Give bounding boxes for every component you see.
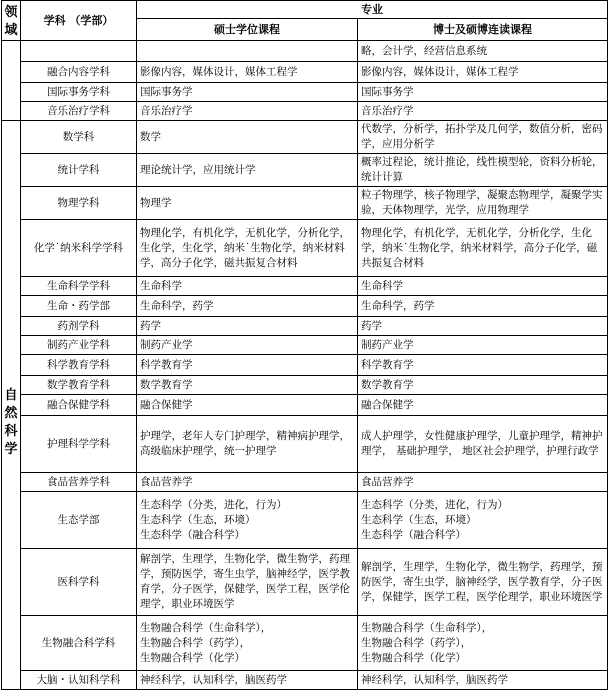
domain-cell [2, 41, 21, 121]
master-courses-cell: 数学教育学 [137, 376, 358, 395]
master-courses-cell: 药学 [137, 317, 358, 336]
table-row [2, 549, 608, 616]
table-row [2, 277, 608, 296]
doctor-courses-cell: 生命科学，药学 [358, 296, 608, 317]
doctor-courses-cell: 物理化学，有机化学，无机化学，分析化学，生化学，纳米˙生物化学，纳米材料学，高分子化学，磁共振复合材料 [358, 220, 608, 277]
master-courses-cell: 影像内容，媒体设计，媒体工程学 [137, 62, 358, 83]
master-courses-cell: 食品营养学 [137, 473, 358, 492]
table-row [2, 296, 608, 317]
subject-cell: 生物融合科学科 [21, 616, 137, 671]
doctor-header: 博士及硕博连读课程 [358, 19, 608, 41]
table-row [2, 121, 608, 154]
master-courses-cell: 科学教育学 [137, 355, 358, 376]
master-courses-cell: 生物融合科学（生命科学）， 生物融合科学（药学）， 生物融合科学（化学） [137, 616, 358, 671]
master-courses-cell: 音乐治疗学 [137, 102, 358, 121]
subject-cell: 护理科学学科 [21, 416, 137, 473]
subject-cell: 统计学科 [21, 154, 137, 187]
table-row [2, 376, 608, 395]
table-row [2, 154, 608, 187]
domain-natural-science: 自然科学 [2, 121, 21, 690]
doctor-courses-cell: 国际事务学 [358, 83, 608, 102]
table-row [2, 473, 608, 492]
doctor-courses-cell: 生命科学 [358, 277, 608, 296]
major-header: 专业 [137, 1, 608, 19]
doctor-courses-cell: 粒子物理学，核子物理学，凝聚态物理学，凝聚学实验，天体物理学，光学，应用物理学 [358, 187, 608, 220]
master-courses-cell: 生命科学 [137, 277, 358, 296]
doctor-courses-cell: 神经科学，认知科学，脑医药学 [358, 671, 608, 690]
master-courses-cell: 生态科学（分类，进化，行为） 生态科学（生态，环境） 生态科学（融合科学） [137, 492, 358, 549]
table-row [2, 187, 608, 220]
table-row [2, 102, 608, 121]
doctor-courses-cell: 影像内容，媒体设计，媒体工程学 [358, 62, 608, 83]
subject-cell: 生命科学学科 [21, 277, 137, 296]
master-courses-cell: 物理化学，有机化学，无机化学，分析化学，生化学，生化学，纳米˙生物化学，纳米材料学，高分子化学，磁共振复合材料 [137, 220, 358, 277]
doctor-courses-cell: 代数学，分析学，拓扑学及几何学，数值分析，密码学，应用分析学 [358, 121, 608, 154]
table-body [2, 41, 608, 690]
subject-cell: 融合保健学科 [21, 395, 137, 416]
table-row [2, 355, 608, 376]
table-row [2, 336, 608, 355]
subject-cell: 科学教育学科 [21, 355, 137, 376]
doctor-courses-cell: 概率过程论，统计推论，线性模型轮，资料分析轮，统计计算 [358, 154, 608, 187]
table-row [2, 317, 608, 336]
table-row [2, 83, 608, 102]
subject-header: 学科 （学部） [21, 1, 137, 41]
subject-cell: 数学教育学科 [21, 376, 137, 395]
curriculum-table [1, 0, 608, 690]
master-header: 硕士学位课程 [137, 19, 358, 41]
subject-cell: 物理学科 [21, 187, 137, 220]
master-courses-cell: 数学 [137, 121, 358, 154]
master-courses-cell: 融合保健学 [137, 395, 358, 416]
subject-cell: 音乐治疗学科 [21, 102, 137, 121]
domain-header: 领域 [2, 1, 21, 41]
doctor-courses-cell: 生物融合科学（生命科学）， 生物融合科学（药学）， 生物融合科学（化学） [358, 616, 608, 671]
subject-cell: 生命・药学部 [21, 296, 137, 317]
table-row [2, 62, 608, 83]
master-courses-cell: 神经科学，认知科学，脑医药学 [137, 671, 358, 690]
subject-cell: 医科学科 [21, 549, 137, 616]
doctor-courses-cell: 生态科学（分类，进化，行为） 生态科学（生态，环境） 生态科学（融合科学） [358, 492, 608, 549]
doctor-courses-cell: 科学教育学 [358, 355, 608, 376]
table-row [2, 395, 608, 416]
subject-cell [21, 41, 137, 62]
master-courses-cell: 理论统计学，应用统计学 [137, 154, 358, 187]
subject-cell: 国际事务学科 [21, 83, 137, 102]
doctor-courses-cell: 食品营养学 [358, 473, 608, 492]
doctor-courses-cell: 药学 [358, 317, 608, 336]
master-courses-cell: 物理学 [137, 187, 358, 220]
master-courses-cell: 国际事务学 [137, 83, 358, 102]
table-row [2, 616, 608, 671]
table-row [2, 416, 608, 473]
doctor-courses-cell: 解剖学，生理学，生物化学，微生物学，药理学，预防医学，寄生虫学，脑神经学，医学教育学，分子医学，保健学，医学工程，医学伦理学，职业环境医学 [358, 549, 608, 616]
master-courses-cell: 解剖学，生理学，生物化学，微生物学，药理学，预防医学，寄生虫学，脑神经学，医学教育学，分子医学，保健学，医学工程，医学伦理学，职业环境医学 [137, 549, 358, 616]
doctor-courses-cell: 成人护理学，女性健康护理学，儿童护理学，精神护理学， 基础护理学， 地区社会护理学，护理行政学 [358, 416, 608, 473]
doctor-courses-cell: 略，会计学，经营信息系统 [358, 41, 608, 62]
subject-cell: 数学科 [21, 121, 137, 154]
doctor-courses-cell: 数学教育学 [358, 376, 608, 395]
table-row [2, 41, 608, 62]
master-courses-cell [137, 41, 358, 62]
doctor-courses-cell: 融合保健学 [358, 395, 608, 416]
master-courses-cell: 制药产业学 [137, 336, 358, 355]
doctor-courses-cell: 音乐治疗学 [358, 102, 608, 121]
subject-cell: 生态学部 [21, 492, 137, 549]
table-row [2, 220, 608, 277]
doctor-courses-cell: 制药产业学 [358, 336, 608, 355]
subject-cell: 药剂学科 [21, 317, 137, 336]
subject-cell: 融合内容学科 [21, 62, 137, 83]
master-courses-cell: 护理学，老年人专门护理学，精神病护理学，高级临床护理学，统一护理学 [137, 416, 358, 473]
table-row [2, 492, 608, 549]
subject-cell: 化学˙纳米科学学科 [21, 220, 137, 277]
subject-cell: 制药产业学科 [21, 336, 137, 355]
table-row [2, 671, 608, 690]
master-courses-cell: 生命科学，药学 [137, 296, 358, 317]
subject-cell: 大脑・认知科学科 [21, 671, 137, 690]
subject-cell: 食品营养学科 [21, 473, 137, 492]
